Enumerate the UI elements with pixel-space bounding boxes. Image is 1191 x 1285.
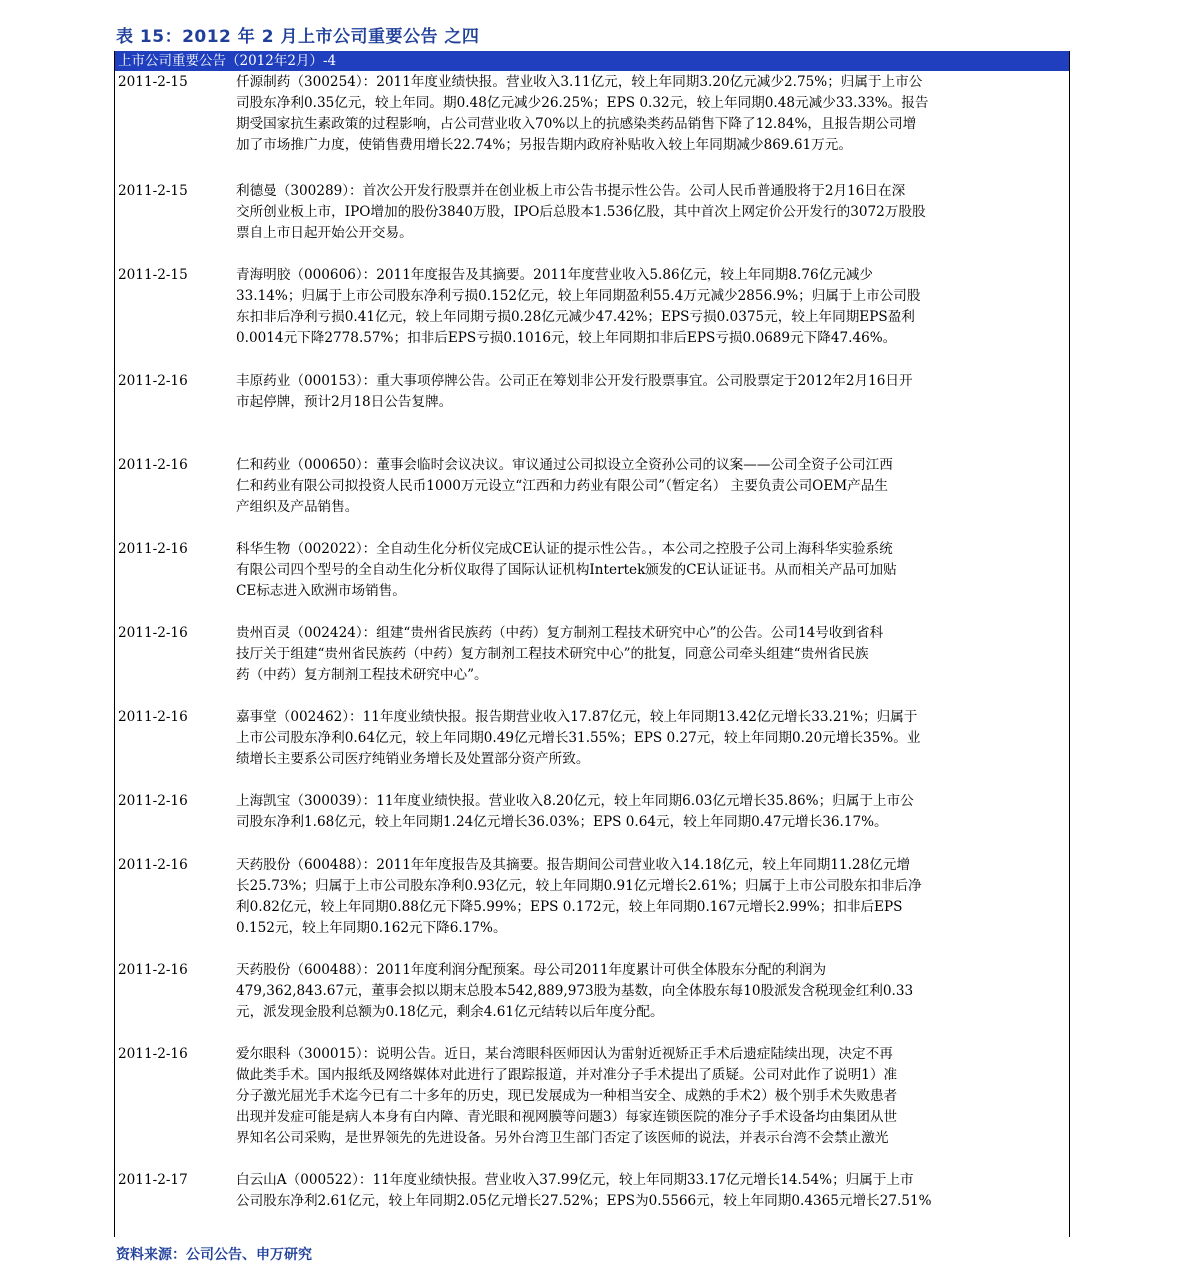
announcement-line: 市起停牌，预计2月18日公告复牌。 xyxy=(236,394,453,410)
row-announcement xyxy=(236,1044,1066,1149)
announcement-line: 期受国家抗生素政策的过程影响，占公司营业收入70%以上的抗感染类药品销售下降了12.84%，且报告期公司增 xyxy=(236,116,917,132)
row-date: 2011-2-16 xyxy=(118,373,188,389)
row-announcement xyxy=(236,539,1066,602)
announcement-line: 分子激光屈光手术迄今已有二十多年的历史，现已发展成为一种相当安全、成熟的手术2）极个别手术失败患者 xyxy=(236,1088,898,1104)
row-announcement xyxy=(236,791,1066,833)
announcement-line: 上市公司股东净利0.64亿元，较上年同期0.49亿元增长31.55%；EPS 0.27元，较上年同期0.20元增长35%。业 xyxy=(236,730,921,746)
row-date: 2011-2-15 xyxy=(118,267,188,283)
announcement-line: 元，派发现金股利总额为0.18亿元，剩余4.61亿元结转以后年度分配。 xyxy=(236,1004,664,1020)
announcement-line: 有限公司四个型号的全自动生化分析仪取得了国际认证机构Intertek颁发的CE认证证书。从而相关产品可加贴 xyxy=(236,562,897,578)
row-date: 2011-2-16 xyxy=(118,625,188,641)
announcement-line: 天药股份（600488）：2011年度利润分配预案。母公司2011年度累计可供全体股东分配的利润为 xyxy=(236,962,827,978)
row-announcement xyxy=(236,1170,1066,1212)
row-announcement xyxy=(236,707,1066,770)
announcement-line: 加了市场推广力度，使销售费用增长22.74%；另报告期内政府补贴收入较上年同期减少869.61万元。 xyxy=(236,137,852,153)
row-date: 2011-2-16 xyxy=(118,709,188,725)
row-announcement xyxy=(236,455,1066,518)
announcement-line: 利0.82亿元，较上年同期0.88亿元下降5.99%；EPS 0.172元，较上年同期0.167元增长2.99%；扣非后EPS xyxy=(236,899,903,915)
row-date: 2011-2-16 xyxy=(118,793,188,809)
announcement-line: 利德曼（300289）：首次公开发行股票并在创业板上市公告书提示性公告。公司人民币普通股将于2月16日在深 xyxy=(236,183,906,199)
announcement-line: 界知名公司采购，是世界领先的先进设备。另外台湾卫生部门否定了该医师的说法，并表示台湾不会禁止激光 xyxy=(236,1130,889,1146)
row-announcement xyxy=(236,72,1066,156)
announcement-line: 出现并发症可能是病人本身有白内障、青光眼和视网膜等问题3）每家连锁医院的准分子手术设备均由集团从世 xyxy=(236,1109,898,1125)
row-announcement xyxy=(236,371,1066,413)
row-announcement xyxy=(236,181,1066,244)
announcement-line: 479,362,843.67元，董事会拟以期末总股本542,889,973股为基数，向全体股东每10股派发含税现金红利0.33 xyxy=(236,983,914,999)
row-date: 2011-2-15 xyxy=(118,183,188,199)
announcement-line: 科华生物（002022）：全自动生化分析仪完成CE认证的提示性公告。，本公司之控股子公司上海科华实验系统 xyxy=(236,541,893,557)
announcement-line: 0.152元，较上年同期0.162元下降6.17%。 xyxy=(236,920,507,936)
announcement-line: 公司股东净利2.61亿元，较上年同期2.05亿元增长27.52%；EPS为0.5566元，较上年同期0.4365元增长27.51% xyxy=(236,1193,932,1209)
announcement-line: 青海明胶（000606）：2011年度报告及其摘要。2011年度营业收入5.86亿元，较上年同期8.76亿元减少 xyxy=(236,267,874,283)
announcement-line: 嘉事堂（002462）：11年度业绩快报。报告期营业收入17.87亿元，较上年同期13.42亿元增长33.21%；归属于 xyxy=(236,709,918,725)
announcement-table xyxy=(114,51,1070,1237)
row-announcement xyxy=(236,265,1066,349)
row-date: 2011-2-15 xyxy=(118,74,188,90)
announcement-line: 爱尔眼科（300015）：说明公告。近日，某台湾眼科医师因认为雷射近视矫正手术后遗症陆续出现，决定不再 xyxy=(236,1046,893,1062)
source-note: 资料来源：公司公告、申万研究 xyxy=(116,1247,312,1263)
announcement-line: 司股东净利1.68亿元，较上年同期1.24亿元增长36.03%；EPS 0.64元，较上年同期0.47元增长36.17%。 xyxy=(236,814,888,830)
table-title: 表 15：2012 年 2 月上市公司重要公告 之四 xyxy=(116,27,480,47)
row-announcement xyxy=(236,623,1066,686)
announcement-line: 白云山A（000522）：11年度业绩快报。营业收入37.99亿元，较上年同期33.17亿元增长14.54%；归属于上市 xyxy=(236,1172,914,1188)
row-date: 2011-2-16 xyxy=(118,1046,188,1062)
announcement-line: 交所创业板上市，IPO增加的股份3840万股，IPO后总股本1.536亿股，其中首次上网定价公开发行的3072万股股 xyxy=(236,204,926,220)
announcement-line: 贵州百灵（002424）：组建“贵州省民族药（中药）复方制剂工程技术研究中心”的公告。公司14号收到省科 xyxy=(236,625,884,641)
announcement-line: 仁和药业（000650）：董事会临时会议决议。审议通过公司拟设立全资孙公司的议案——公司全资子公司江西 xyxy=(236,457,893,473)
row-announcement xyxy=(236,855,1066,939)
announcement-line: 绩增长主要系公司医疗纯销业务增长及处置部分资产所致。 xyxy=(236,751,590,767)
announcement-line: 做此类手术。国内报纸及网络媒体对此进行了跟踪报道，并对准分子手术提出了质疑。公司对此作了说明1）准 xyxy=(236,1067,898,1083)
row-date: 2011-2-17 xyxy=(118,1172,188,1188)
row-announcement xyxy=(236,960,1066,1023)
announcement-line: 上海凯宝（300039）：11年度业绩快报。营业收入8.20亿元，较上年同期6.03亿元增长35.86%；归属于上市公 xyxy=(236,793,914,809)
announcement-line: 天药股份（600488）：2011年年度报告及其摘要。报告期间公司营业收入14.18亿元，较上年同期11.28亿元增 xyxy=(236,857,911,873)
announcement-line: 33.14%；归属于上市公司股东净利亏损0.152亿元，较上年同期盈利55.4万元减少2856.9%；归属于上市公司股 xyxy=(236,288,921,304)
announcement-line: 药（中药）复方制剂工程技术研究中心”。 xyxy=(236,667,488,683)
row-date: 2011-2-16 xyxy=(118,541,188,557)
announcement-line: 0.0014元下降2778.57%；扣非后EPS亏损0.1016元，较上年同期扣非后EPS亏损0.0689元下降47.46%。 xyxy=(236,330,897,346)
row-date: 2011-2-16 xyxy=(118,962,188,978)
row-date: 2011-2-16 xyxy=(118,857,188,873)
announcement-line: 票自上市日起开始公开交易。 xyxy=(236,225,413,241)
announcement-line: 技厅关于组建“贵州省民族药（中药）复方制剂工程技术研究中心”的批复，同意公司牵头组建“贵州省民族 xyxy=(236,646,869,662)
announcement-line: 仁和药业有限公司拟投资人民币1000万元设立“江西和力药业有限公司”（暂定名） 主要负责公司OEM产品生 xyxy=(236,478,888,494)
announcement-line: 长25.73%；归属于上市公司股东净利0.93亿元，较上年同期0.91亿元增长2.61%；归属于上市公司股东扣非后净 xyxy=(236,878,922,894)
announcement-line: 丰原药业（000153）：重大事项停牌公告。公司正在筹划非公开发行股票事宜。公司股票定于2012年2月16日开 xyxy=(236,373,913,389)
announcement-line: 产组织及产品销售。 xyxy=(236,499,359,515)
row-date: 2011-2-16 xyxy=(118,457,188,473)
announcement-line: 司股东净利0.35亿元，较上年同。期0.48亿元减少26.25%；EPS 0.32元，较上年同期0.48元减少33.33%。报告 xyxy=(236,95,929,111)
announcement-line: 东扣非后净利亏损0.41亿元，较上年同期亏损0.28亿元减少47.42%；EPS亏损0.0375元，较上年同期EPS盈利 xyxy=(236,309,915,325)
table-header: 上市公司重要公告（2012年2月）-4 xyxy=(115,51,1069,71)
announcement-line: 仟源制药（300254）：2011年度业绩快报。营业收入3.11亿元，较上年同期3.20亿元减少2.75%；归属于上市公 xyxy=(236,74,923,90)
announcement-line: CE标志进入欧洲市场销售。 xyxy=(236,583,406,599)
